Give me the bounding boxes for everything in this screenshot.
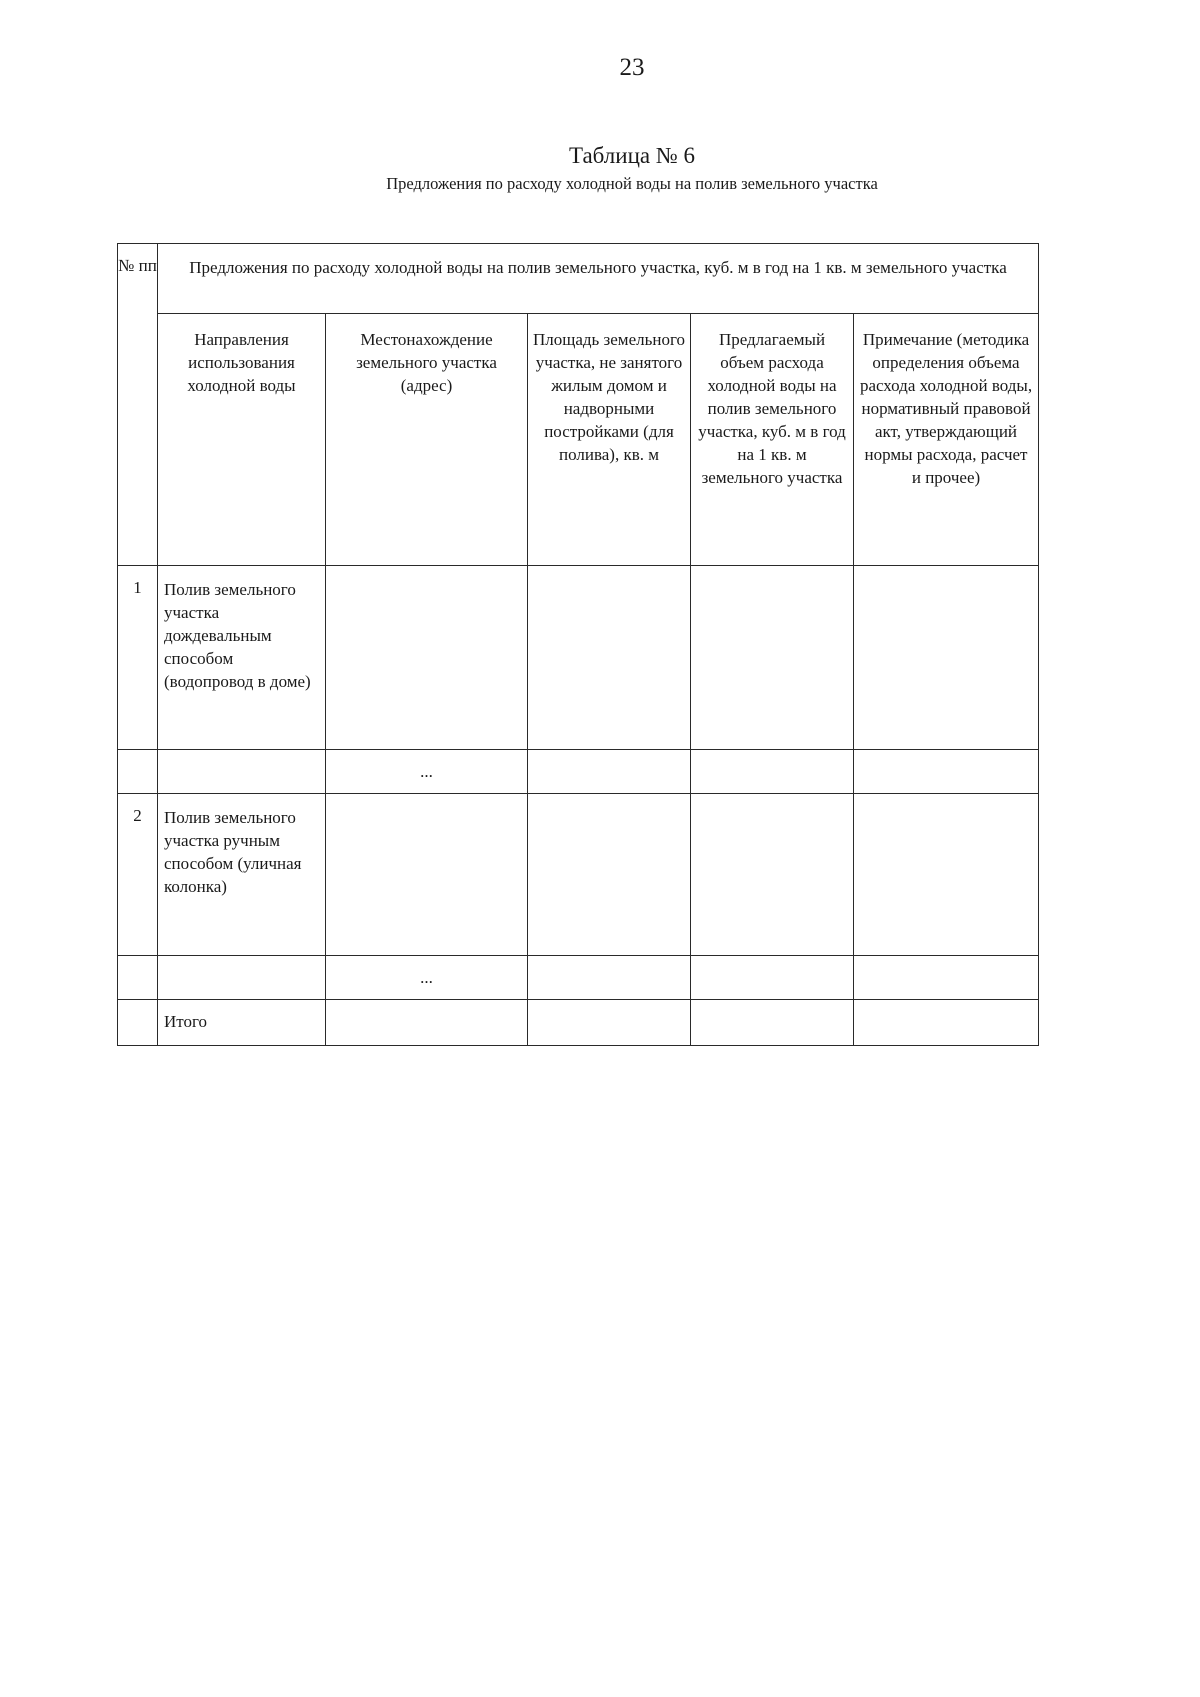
main-header: Предложения по расходу холодной воды на полив земельного участка, куб. м в год на 1 кв. м земельного участка — [158, 244, 1039, 314]
cell-location — [326, 794, 528, 956]
proposals-table — [117, 243, 1039, 1046]
cell-area — [528, 566, 691, 750]
row-number — [118, 750, 158, 794]
table-subtitle: Предложения по расходу холодной воды на полив земельного участка — [386, 174, 878, 193]
subheader-location: Местонахождение земельного участка (адрес) — [326, 314, 528, 566]
table-row — [118, 750, 1039, 794]
subheader-proposed-volume: Предлагаемый объем расхода холодной воды на полив земельного участка, куб. м в год на 1 кв. м земельного участка — [691, 314, 854, 566]
table-subheader-row — [118, 314, 1039, 566]
cell-volume — [691, 750, 854, 794]
ellipsis-cell: ... — [326, 750, 528, 794]
row-label — [158, 956, 326, 1000]
table-row — [118, 566, 1039, 750]
table-title: Таблица № 6 — [568, 143, 696, 168]
cell-note — [854, 1000, 1039, 1046]
subheader-note: Примечание (методика определения объема расхода холодной воды, нормативный правовой акт, утверждающий нормы расхода, расчет и прочее) — [854, 314, 1039, 566]
col-num-header: № пп — [118, 244, 158, 566]
table-row — [118, 956, 1039, 1000]
subheader-usage-direction: Направления использования холодной воды — [158, 314, 326, 566]
cell-area — [528, 750, 691, 794]
cell-area — [528, 794, 691, 956]
cell-volume — [691, 566, 854, 750]
page-number: 23 — [619, 54, 645, 81]
row-label — [158, 750, 326, 794]
cell-location — [326, 566, 528, 750]
row-label: Полив земельного участка дождевальным способом (водопровод в доме) — [158, 566, 326, 750]
cell-volume — [691, 956, 854, 1000]
cell-area — [528, 956, 691, 1000]
table-row — [118, 794, 1039, 956]
cell-area — [528, 1000, 691, 1046]
row-number: 2 — [118, 794, 158, 956]
row-number: 1 — [118, 566, 158, 750]
cell-volume — [691, 1000, 854, 1046]
ellipsis-cell: ... — [326, 956, 528, 1000]
cell-note — [854, 956, 1039, 1000]
cell-note — [854, 750, 1039, 794]
row-number — [118, 1000, 158, 1046]
subheader-area: Площадь земельного участка, не занятого жилым домом и надворными постройками (для полива), кв. м — [528, 314, 691, 566]
cell-location — [326, 1000, 528, 1046]
table-row-total — [118, 1000, 1039, 1046]
row-label: Полив земельного участка ручным способом (уличная колонка) — [158, 794, 326, 956]
cell-note — [854, 794, 1039, 956]
row-number — [118, 956, 158, 1000]
table-header-row — [118, 244, 1039, 314]
cell-volume — [691, 794, 854, 956]
total-label: Итого — [158, 1000, 326, 1046]
cell-note — [854, 566, 1039, 750]
